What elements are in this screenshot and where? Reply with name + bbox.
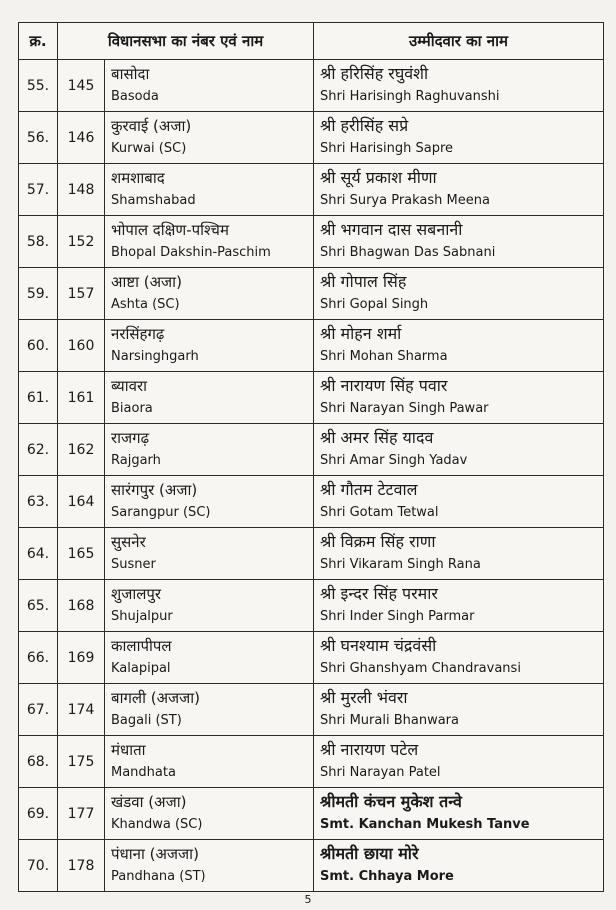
candidate-name-hindi: श्रीमती कंचन मुकेश तन्वे xyxy=(320,792,462,811)
constituency-name-english: Susner xyxy=(111,557,156,572)
constituency-cell xyxy=(105,268,314,320)
candidate-cell xyxy=(314,580,604,632)
constituency-name-english: Mandhata xyxy=(111,765,176,780)
candidate-cell xyxy=(314,112,604,164)
candidate-cell xyxy=(314,736,604,788)
candidate-name-english: Shri Inder Singh Parmar xyxy=(320,609,475,624)
header-candidate: उम्मीदवार का नाम xyxy=(314,23,604,60)
constituency-name-english: Shujalpur xyxy=(111,609,173,624)
constituency-name-hindi: आष्टा (अजा) xyxy=(111,273,182,291)
constituency-name-english: Kurwai (SC) xyxy=(111,141,187,156)
candidate-name-english: Shri Bhagwan Das Sabnani xyxy=(320,245,496,260)
serial-number: 66. xyxy=(19,632,58,684)
constituency-name-english: Narsinghgarh xyxy=(111,349,199,364)
candidate-name-english: Shri Gotam Tetwal xyxy=(320,505,439,520)
candidate-name-english: Shri Narayan Singh Pawar xyxy=(320,401,489,416)
constituency-number: 152 xyxy=(58,216,105,268)
candidate-cell xyxy=(314,476,604,528)
serial-number: 58. xyxy=(19,216,58,268)
constituency-name-english: Kalapipal xyxy=(111,661,171,676)
candidate-name-hindi: श्री विक्रम सिंह राणा xyxy=(320,532,436,551)
serial-number: 56. xyxy=(19,112,58,164)
candidate-name-hindi: श्रीमती छाया मोरे xyxy=(320,844,419,863)
constituency-number: 177 xyxy=(58,788,105,840)
candidate-name-english: Smt. Chhaya More xyxy=(320,869,454,884)
constituency-number: 168 xyxy=(58,580,105,632)
constituency-name-english: Rajgarh xyxy=(111,453,161,468)
constituency-name-english: Bhopal Dakshin-Paschim xyxy=(111,245,271,260)
serial-number: 70. xyxy=(19,840,58,892)
candidate-name-hindi: श्री हरीसिंह सप्रे xyxy=(320,116,409,135)
constituency-name-hindi: ब्यावरा xyxy=(111,377,147,395)
candidate-name-hindi: श्री हरिसिंह रघुवंशी xyxy=(320,64,429,83)
candidate-name-hindi: श्री गोपाल सिंह xyxy=(320,272,407,291)
candidate-cell xyxy=(314,788,604,840)
serial-number: 59. xyxy=(19,268,58,320)
constituency-name-english: Basoda xyxy=(111,89,159,104)
constituency-name-hindi: नरसिंहगढ़ xyxy=(111,325,165,343)
constituency-number: 164 xyxy=(58,476,105,528)
constituency-cell xyxy=(105,164,314,216)
candidate-name-english: Shri Narayan Patel xyxy=(320,765,441,780)
serial-number: 55. xyxy=(19,60,58,112)
table-row xyxy=(19,580,604,632)
constituency-name-hindi: खंडवा (अजा) xyxy=(111,793,187,811)
constituency-cell xyxy=(105,476,314,528)
serial-number: 67. xyxy=(19,684,58,736)
candidate-name-hindi: श्री भगवान दास सबनानी xyxy=(320,220,463,239)
constituency-number: 162 xyxy=(58,424,105,476)
table-row xyxy=(19,632,604,684)
constituency-number: 157 xyxy=(58,268,105,320)
table-row xyxy=(19,528,604,580)
constituency-number: 161 xyxy=(58,372,105,424)
constituency-cell xyxy=(105,112,314,164)
constituency-name-hindi: पंधाना (अजजा) xyxy=(111,845,199,863)
table-row xyxy=(19,320,604,372)
candidate-cell xyxy=(314,60,604,112)
constituency-cell xyxy=(105,632,314,684)
constituency-number: 175 xyxy=(58,736,105,788)
table-row xyxy=(19,164,604,216)
constituency-cell xyxy=(105,216,314,268)
constituency-name-hindi: राजगढ़ xyxy=(111,429,150,447)
candidate-cell xyxy=(314,528,604,580)
constituency-number: 148 xyxy=(58,164,105,216)
candidate-cell xyxy=(314,164,604,216)
constituency-number: 165 xyxy=(58,528,105,580)
constituency-name-hindi: सारंगपुर (अजा) xyxy=(111,481,198,499)
table-body xyxy=(19,60,604,892)
constituency-cell xyxy=(105,840,314,892)
candidate-name-english: Smt. Kanchan Mukesh Tanve xyxy=(320,817,530,832)
candidate-name-english: Shri Harisingh Raghuvanshi xyxy=(320,89,500,104)
candidate-name-english: Shri Surya Prakash Meena xyxy=(320,193,490,208)
candidate-name-hindi: श्री मुरली भंवरा xyxy=(320,688,408,707)
constituency-cell xyxy=(105,684,314,736)
constituency-name-hindi: कुरवाई (अजा) xyxy=(111,117,192,135)
candidate-name-hindi: श्री अमर सिंह यादव xyxy=(320,428,434,447)
page-number: 5 xyxy=(304,893,312,906)
serial-number: 57. xyxy=(19,164,58,216)
table-row xyxy=(19,788,604,840)
constituency-cell xyxy=(105,320,314,372)
header-constituency: विधानसभा का नंबर एवं नाम xyxy=(58,23,314,60)
table-row xyxy=(19,372,604,424)
serial-number: 63. xyxy=(19,476,58,528)
candidate-name-english: Shri Harisingh Sapre xyxy=(320,141,454,156)
serial-number: 65. xyxy=(19,580,58,632)
candidate-name-english: Shri Murali Bhanwara xyxy=(320,713,459,728)
candidate-cell xyxy=(314,840,604,892)
constituency-cell xyxy=(105,424,314,476)
candidate-cell xyxy=(314,424,604,476)
candidate-table xyxy=(18,22,604,892)
candidate-name-hindi: श्री नारायण सिंह पवार xyxy=(320,376,448,395)
serial-number: 68. xyxy=(19,736,58,788)
candidate-cell xyxy=(314,372,604,424)
candidate-name-english: Shri Mohan Sharma xyxy=(320,349,448,364)
candidate-cell xyxy=(314,320,604,372)
constituency-name-hindi: शुजालपुर xyxy=(111,585,162,603)
constituency-cell xyxy=(105,736,314,788)
candidate-name-english: Shri Gopal Singh xyxy=(320,297,429,312)
constituency-cell xyxy=(105,580,314,632)
candidate-name-hindi: श्री इन्दर सिंह परमार xyxy=(320,584,438,603)
candidate-name-hindi: श्री गौतम टेटवाल xyxy=(320,480,418,499)
constituency-name-english: Ashta (SC) xyxy=(111,297,180,312)
candidate-name-english: Shri Vikaram Singh Rana xyxy=(320,557,481,572)
table-row xyxy=(19,60,604,112)
constituency-number: 178 xyxy=(58,840,105,892)
header-serial: क्र. xyxy=(19,23,58,60)
constituency-name-hindi: शमशाबाद xyxy=(111,169,165,187)
constituency-name-hindi: सुसनेर xyxy=(111,533,146,551)
constituency-cell xyxy=(105,788,314,840)
constituency-name-hindi: बागली (अजजा) xyxy=(111,689,201,707)
constituency-number: 146 xyxy=(58,112,105,164)
table-row xyxy=(19,424,604,476)
constituency-number: 160 xyxy=(58,320,105,372)
constituency-cell xyxy=(105,528,314,580)
candidate-name-english: Shri Ghanshyam Chandravansi xyxy=(320,661,521,676)
table-row xyxy=(19,736,604,788)
candidate-list-sheet xyxy=(18,22,603,892)
table-row xyxy=(19,684,604,736)
table-row xyxy=(19,216,604,268)
serial-number: 69. xyxy=(19,788,58,840)
constituency-name-hindi: भोपाल दक्षिण-पश्चिम xyxy=(111,221,229,239)
table-header-row xyxy=(19,23,604,60)
constituency-number: 145 xyxy=(58,60,105,112)
table-row xyxy=(19,112,604,164)
candidate-name-hindi: श्री घनश्याम चंद्रवंसी xyxy=(320,636,437,655)
candidate-name-hindi: श्री सूर्य प्रकाश मीणा xyxy=(320,168,437,187)
serial-number: 64. xyxy=(19,528,58,580)
candidate-cell xyxy=(314,216,604,268)
constituency-name-english: Biaora xyxy=(111,401,153,416)
constituency-number: 174 xyxy=(58,684,105,736)
constituency-name-english: Khandwa (SC) xyxy=(111,817,203,832)
table-row xyxy=(19,840,604,892)
table-row xyxy=(19,476,604,528)
constituency-name-english: Shamshabad xyxy=(111,193,196,208)
candidate-cell xyxy=(314,268,604,320)
serial-number: 60. xyxy=(19,320,58,372)
constituency-cell xyxy=(105,60,314,112)
serial-number: 62. xyxy=(19,424,58,476)
candidate-cell xyxy=(314,632,604,684)
serial-number: 61. xyxy=(19,372,58,424)
candidate-name-hindi: श्री नारायण पटेल xyxy=(320,740,419,759)
constituency-name-hindi: बासोदा xyxy=(111,65,150,83)
candidate-name-hindi: श्री मोहन शर्मा xyxy=(320,324,402,343)
constituency-name-english: Pandhana (ST) xyxy=(111,869,206,884)
constituency-name-hindi: मंधाता xyxy=(111,741,146,759)
constituency-number: 169 xyxy=(58,632,105,684)
constituency-name-hindi: कालापीपल xyxy=(111,637,172,655)
constituency-cell xyxy=(105,372,314,424)
constituency-name-english: Bagali (ST) xyxy=(111,713,182,728)
table-row xyxy=(19,268,604,320)
constituency-name-english: Sarangpur (SC) xyxy=(111,505,211,520)
candidate-name-english: Shri Amar Singh Yadav xyxy=(320,453,468,468)
candidate-cell xyxy=(314,684,604,736)
